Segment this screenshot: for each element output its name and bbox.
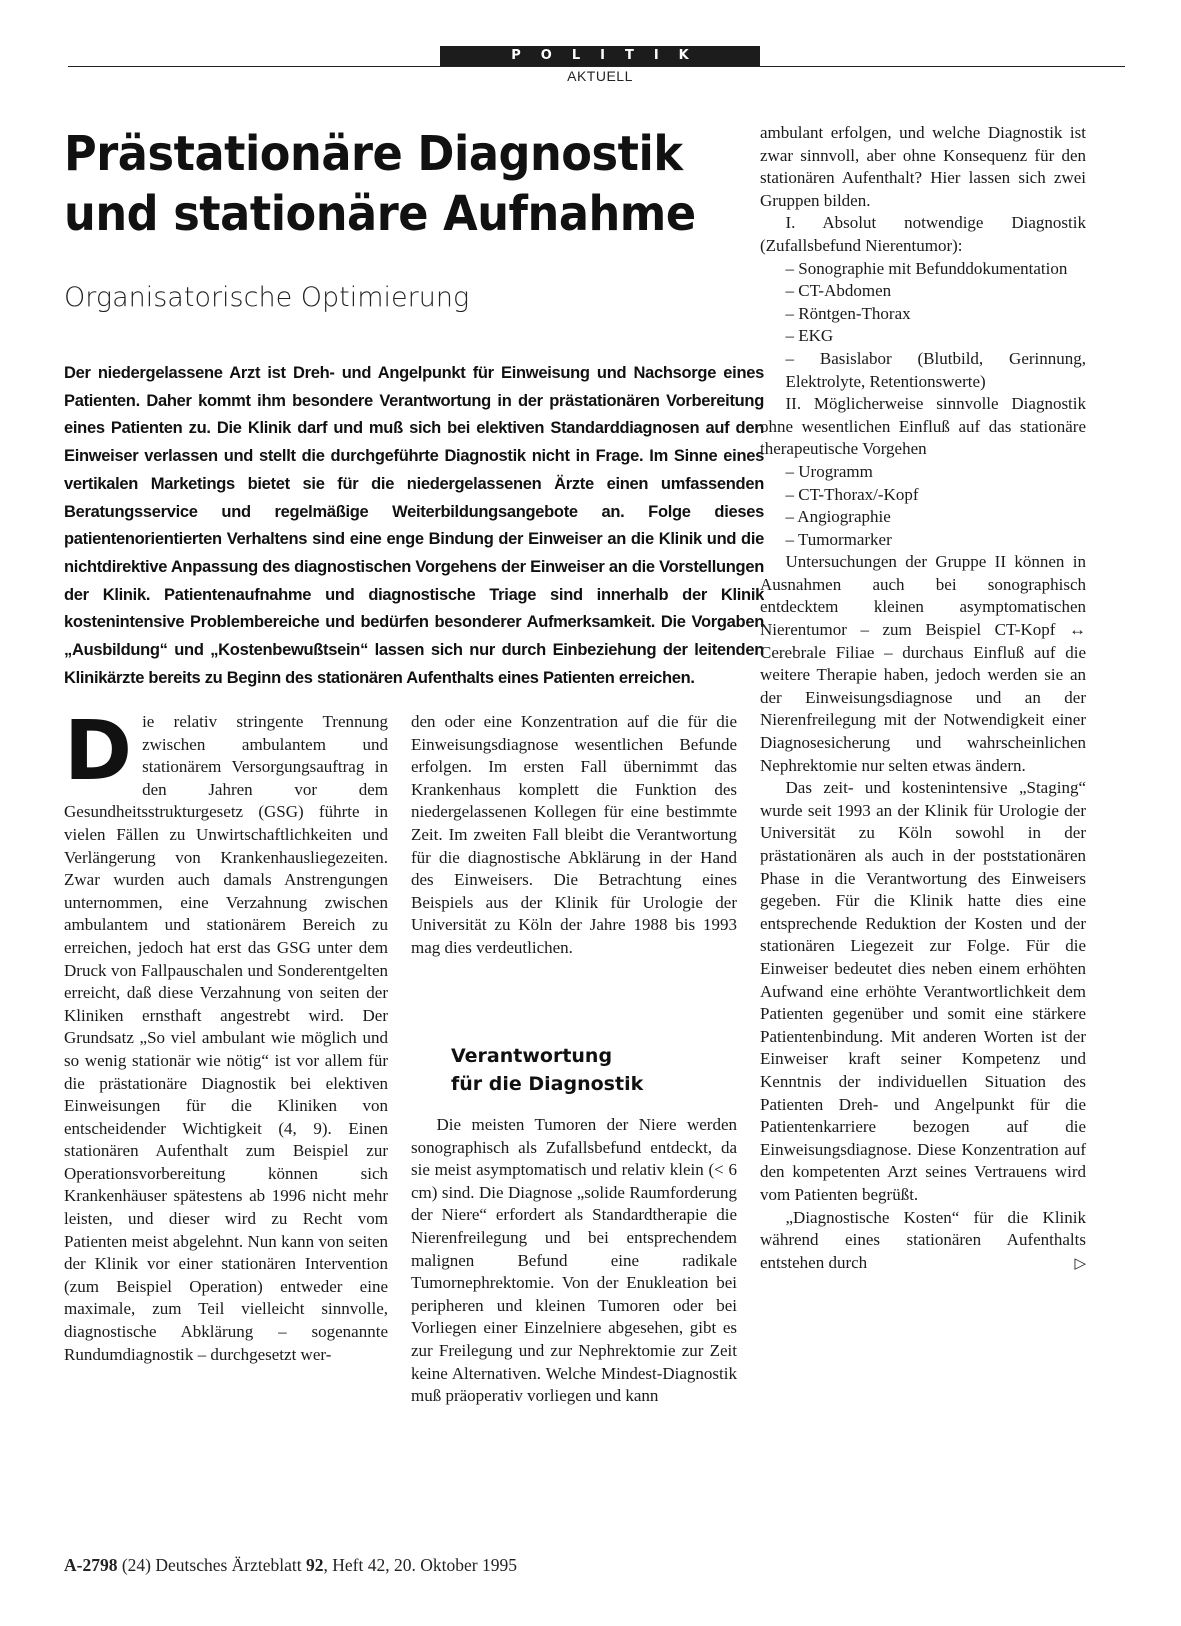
list-item: – EKG (785, 326, 834, 346)
title-line-2: und stationäre Aufnahme (64, 186, 696, 242)
body-paragraph: den oder eine Konzentration auf die für die Einweisungsdiagnose wesentlichen Befunde erfolgen. Im ersten Fall übernimmt das Krankenhaus komplett die Funktion des niedergelassenen Kollegen für eine bestimmte Zeit. Im zweiten Fall bleibt die Verantwortung für die diagnostische Abklärung in der Hand des Einweisers. Die Betrachtung eines Beispiels aus der Klinik für Urologie der Universität zu Köln der Jahre 1988 bis 1993 mag dies verdeutlichen. (411, 712, 737, 957)
list-item: – Urogramm (785, 461, 873, 481)
group-2-title: II. Möglicherweise sinnvolle Diagnostik ohne wesentlichen Einfluß auf das stationäre therapeutische Vorgehen (760, 394, 1086, 459)
section-heading-line-2: für die Diagnostik (451, 1073, 644, 1095)
page-footer (64, 1555, 764, 1576)
body-column-2-continued (411, 1114, 737, 1408)
body-column-2 (411, 711, 737, 960)
body-paragraph: Das zeit- und kostenintensive „Staging“ wurde seit 1993 an der Klinik für Urologie der Universität zu Köln sowohl in der prästationären als auch in der poststationären Phase in die Verantwortung des Einweisers gegeben. Für die Klinik hatte dies eine entsprechende Reduktion der Kosten und der stationären Liegezeit zur Folge. Für die Einweiser bedeutet dies neben einem erhöhten Aufwand eine erhöhte Verantwortlichkeit dem Patienten gegenüber und somit eine stärkere Patientenbindung. Mit anderen Worten ist der Einweiser kraft seiner Kompetenz und Kenntnis der individuellen Situation des Patienten Dreh- und Angelpunkt für die Patientenkarriere bezogen auf die Einweisungsdiagnose. Diese Konzentration auf den kompetenten Arzt seines Vertrauens wird vom Patienten begrüßt. (760, 778, 1086, 1204)
journal-citation: (24) Deutsches Ärzteblatt (117, 1555, 307, 1575)
subsection-label: AKTUELL (567, 68, 633, 84)
body-column-3 (760, 122, 1086, 1274)
drop-cap: D (64, 704, 133, 799)
list-item: – CT-Abdomen (785, 281, 892, 301)
title-line-1: Prästationäre Diagnostik (64, 126, 683, 182)
list-item: – Angiographie (785, 507, 891, 527)
body-paragraph: ie relativ stringente Trennung zwischen ambulantem und stationärem Versorgungsauftrag in den Jahren vor dem Gesundheitsstrukturgesetz (GSG) führte in vielen Fällen zu Unwirtschaftlichkeiten und Verlängerung von Krankenhausliegezeiten. Zwar wurden auch damals Anstrengungen unternommen, eine Verzahnung zwischen ambulantem und stationärem Bereich zu erreichen, jedoch hat erst das GSG unter dem Druck von Fallpauschalen und Sonderentgelten erreicht, daß diese Verzahnung von seiten der Kliniken ernsthaft angestrebt wird. Der Grundsatz „So viel ambulant wie möglich und so wenig stationär wie nötig“ ist vor allem für die prästationäre Diagnostik bei elektiven Einweisungen für die Kliniken von entscheidender Wichtigkeit (4, 9). Einen stationären Aufenthalt zum Beispiel zur Operationsvorbereitung können sich Krankenhäuser spätestens ab 1996 nicht mehr leisten, und dieser wird zu Recht vom Patienten meist abgelehnt. Nun kann von seiten der Klinik vor einer stationären Intervention (zum Beispiel Operation) entweder eine maximale, zum Teil vielleicht sinnvolle, diagnostische Abklärung – sogenannte Rundumdiagnostik – durchgesetzt wer- (64, 712, 388, 1364)
body-paragraph: ambulant erfolgen, und welche Diagnostik ist zwar sinnvoll, aber ohne Konsequenz für den stationären Aufenthalt? Hier lassen sich zwei Gruppen bilden. (760, 123, 1086, 210)
body-column-1 (64, 704, 388, 1366)
page-number: A-2798 (64, 1555, 118, 1575)
body-paragraph (760, 1207, 1086, 1275)
section-label: POLITIK (440, 46, 760, 66)
section-heading (451, 1042, 751, 1098)
article-subtitle: Organisatorische Optimierung (64, 282, 470, 313)
final-paragraph-text: „Diagnostische Kosten“ für die Klinik während eines stationären Aufenthalts entstehen durch (760, 1207, 1086, 1272)
journal-volume: 92 (306, 1555, 324, 1575)
list-item: – Röntgen-Thorax (785, 303, 911, 323)
article-title (64, 124, 715, 244)
list-item: – Sonographie mit Befunddokumentation (785, 258, 1068, 278)
article-abstract: Der niedergelassene Arzt ist Dreh- und Angelpunkt für Einweisung und Nachsorge eines Patienten. Daher kommt ihm besondere Verantwortung in der prästationären Vorbereitung eines Patienten zu. Die Klinik darf und muß sich bei elektiven Standarddiagnosen auf den Einweiser verlassen und stellt die durchgeführte Diagnostik nicht in Frage. Im Sinne eines vertikalen Marketings bietet sie für die niedergelassenen Ärzte einen umfassenden Beratungsservice und regelmäßige Weiterbildungsangebote an. Folge dieses patientenorientierten Verhaltens sind eine enge Bindung der Einweiser an die Klinik und die nichtdirektive Anpassung des diagnostischen Vorgehens der Einweiser an die Vorstellungen der Klinik. Patientenaufnahme und diagnostische Triage sind innerhalb der Klinik kostenintensive Problembereiche und bedürfen besonderer Aufmerksamkeit. Die Vorgaben „Ausbildung“ und „Kostenbewußtsein“ lassen sich nur durch Einbeziehung der leitenden Klinikärzte bereits zu Beginn des stationären Aufenthalts eines Patienten erreichen. (64, 364, 764, 687)
body-paragraph: Untersuchungen der Gruppe II können in Ausnahmen auch bei sonographisch entdecktem kleinen asymptomatischen Nierentumor – zum Beispiel CT-Kopf ↔ Cerebrale Filiae – durchaus Einfluß auf die weitere Therapie haben, jedoch werden sie an der Einweisungsdiagnose und an der Nierenfreilegung mit der Notwendigkeit einer Diagnosesicherung und wahrscheinlichen Nephrektomie nur selten etwas ändern. (760, 552, 1086, 775)
body-paragraph: Die meisten Tumoren der Niere werden sonographisch als Zufallsbefund entdeckt, da sie meist asymptomatisch und relativ klein (< 6 cm) sind. Die Diagnose „solide Raumforderung der Niere“ erfordert als Standardtherapie die Nierenfreilegung und bei entsprechendem malignen Befund eine radikale Tumornephrektomie. Von der Enukleation bei peripheren und kleinen Tumoren oder bei Vorliegen einer Einzelniere abgesehen, gibt es zur Freilegung und zur Nephrektomie zur Zeit keine Alternativen. Welche Mindest-Diagnostik muß präoperativ vorliegen und kann (411, 1115, 737, 1406)
list-item: – CT-Thorax/-Kopf (785, 484, 919, 504)
journal-issue: , Heft 42, 20. Oktober 1995 (323, 1555, 517, 1575)
continue-arrow-icon: ▷ (1074, 1253, 1086, 1272)
list-item: – Tumormarker (785, 529, 892, 549)
list-item: – Basislabor (Blutbild, Gerinnung, Elektrolyte, Retentionswerte) (785, 348, 1086, 391)
header-rule (68, 66, 1125, 67)
group-1-title: I. Absolut notwendige Diagnostik (Zufallsbefund Nierentumor): (760, 213, 1086, 255)
section-heading-line-1: Verantwortung (451, 1045, 613, 1067)
